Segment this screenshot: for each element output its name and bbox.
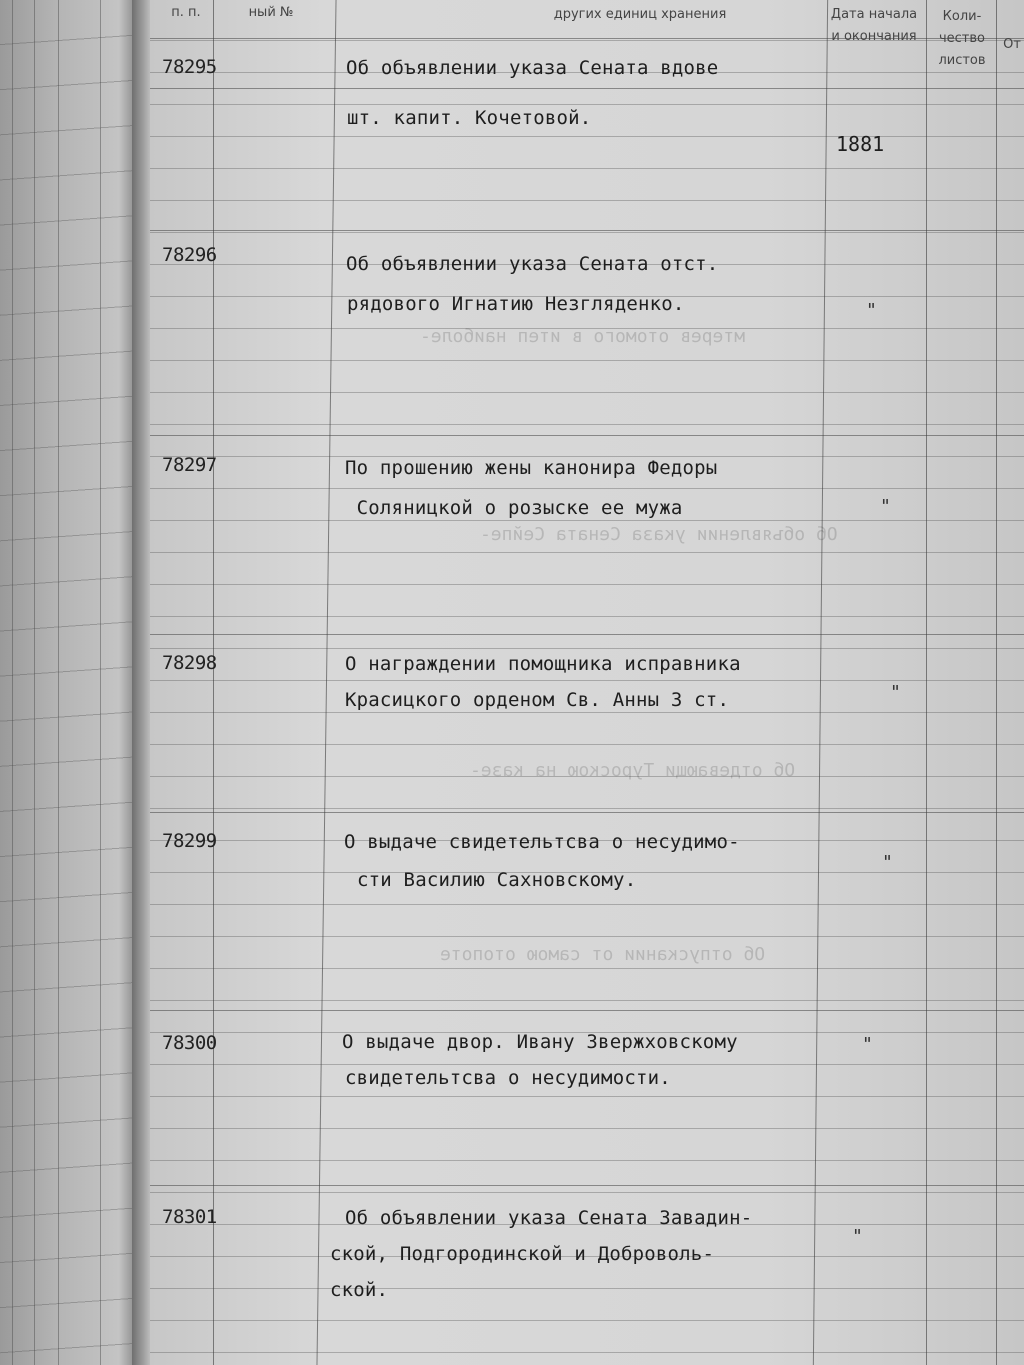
row-separator [150,230,1024,231]
record-title-line: По прошению жены канонира Федоры [345,457,718,479]
ruling-line [150,552,1024,553]
ruling-line [150,744,1024,745]
ruling-line [150,584,1024,585]
ruling-line [150,1288,1024,1289]
record-title-line: О выдаче свидетельтсва о несудимо- [344,831,740,853]
ruling-line [150,200,1024,201]
ruling-line [150,1128,1024,1129]
row-separator [150,1010,1024,1011]
row-separator [150,435,1024,436]
record-title-line: Об объявлении указа Сената отст. [346,253,719,275]
record-number: 78300 [162,1032,217,1054]
record-date: 1881 [836,132,885,156]
record-title-line: рядового Игнатию Незгляденко. [347,293,685,315]
row-separator [150,88,1024,89]
ruling-line [150,424,1024,425]
record-title-line: Об объявлении указа Сената Завадин- [345,1207,753,1229]
ruling-line [150,1000,1024,1001]
record-number: 78298 [162,652,217,674]
record-title-line: Соляницкой о розыске ее мужа [345,497,683,519]
header-col-inv: ный № [248,5,294,20]
record-title-line: Красицкого орденом Св. Анны 3 ст. [345,689,730,711]
ruling-line [150,1160,1024,1161]
header-col-title: других единиц хранения [553,7,727,22]
ruling-line [150,968,1024,969]
record-title-line: сти Василию Сахновскому. [357,869,637,891]
record-number: 78295 [162,56,217,78]
header-col-np: п. п. [171,5,201,20]
record-title-line: О награждении помощника исправника [345,653,741,675]
ruling-line [150,392,1024,393]
record-title-line: О выдаче двор. Ивану Звержховскому [342,1031,738,1053]
ditto-mark: " [890,682,901,703]
row-separator [150,634,1024,635]
ruling-line [150,904,1024,905]
record-title-line: Об объявлении указа Сената вдове [346,57,719,79]
ditto-mark: " [880,496,891,517]
row-separator [150,1185,1024,1186]
ruling-line [150,1192,1024,1193]
column-divider [996,0,997,1365]
record-title-line: ской, Подгородинской и Доброволь- [330,1243,715,1265]
header-col-note: От [1003,37,1021,52]
ruling-line [150,1352,1024,1353]
column-divider [926,0,927,1365]
ruling-line [150,936,1024,937]
record-number: 78296 [162,244,217,266]
ditto-mark: " [866,300,877,321]
ruling-line [150,616,1024,617]
column-divider [213,0,214,1365]
ruling-line [150,168,1024,169]
record-title-line: шт. капит. Кочетовой. [347,107,592,129]
ruling-line [150,232,1024,233]
record-number: 78297 [162,454,217,476]
ruling-line [150,1320,1024,1321]
row-separator [150,812,1024,813]
record-number: 78299 [162,830,217,852]
header-col-date: Дата начала и окончания [830,7,918,44]
header-col-sheets: Коли-чество листов [938,9,986,68]
ruling-line [150,808,1024,809]
record-title-line: ской. [330,1279,389,1301]
ditto-mark: " [852,1226,863,1247]
ditto-mark: " [862,1034,873,1055]
record-title-line: свидетельтсва о несудимости. [345,1067,671,1089]
ruling-line [150,360,1024,361]
left-page [0,0,140,1365]
record-number: 78301 [162,1206,217,1228]
ditto-mark: " [882,852,893,873]
